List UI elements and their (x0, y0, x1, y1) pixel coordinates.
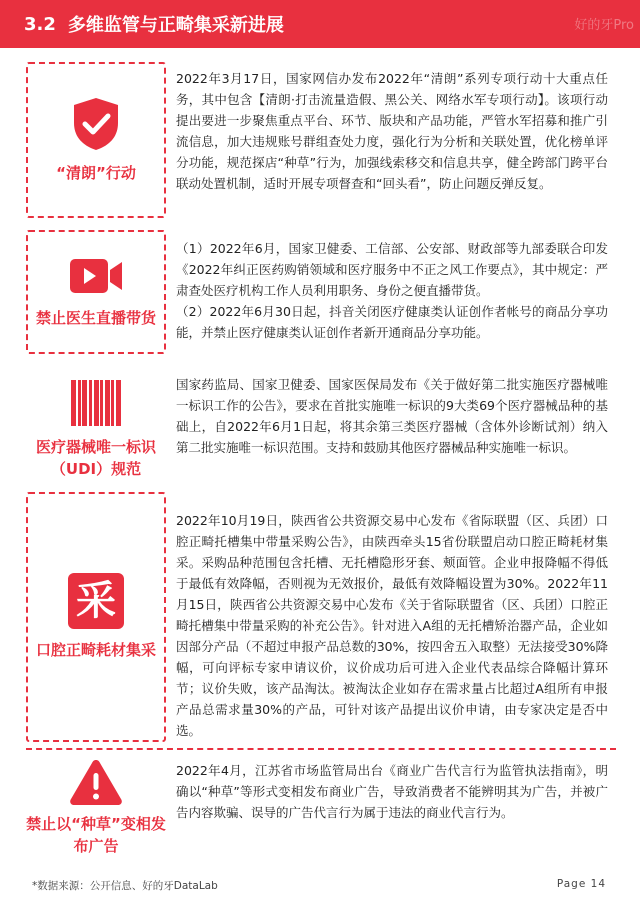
section-label: 禁止以“种草”变相发布广告 (26, 815, 166, 855)
section-body (166, 62, 616, 218)
section-label-box (26, 492, 166, 742)
paragraph: （2）2022年6月30日起，抖音关闭医疗健康类认证创作者帐号的商品分享功能，并禁止医疗健康类认证创作者新开通商品分享功能。 (176, 304, 608, 340)
paragraph: 2022年3月17日，国家网信办发布2022年“清朗”系列专项行动十大重点任务，其中包含【清朗·打击流量造假、黑公关、网络水军专项行动】。该项行动提出要进一步聚焦重点平台、环节、版块和产品功能，严管水军招募和推广引流信息，加大违规账号群组查处力度，强化行为分析和关联处置，优化榜单评分功能，规范探店“种草”行为，加强线索移交和信息共享，健全跨部门跨平台联动处置机制，适时开展专项督查和“回头看”，防止问题反弹反复。 (176, 71, 608, 191)
page-footer (0, 876, 640, 896)
section-number: 3.2 (24, 13, 56, 35)
paragraph: （1）2022年6月，国家卫健委、工信部、公安部、财政部等九部委联合印发《2022年纠正医药购销领域和医疗服务中不正之风工作要点》，其中规定：严肃查处医疗机构工作人员利用职务、身份之便直播带货。 (176, 241, 608, 298)
section-label: 医疗器械唯一标识（UDI）规范 (35, 438, 156, 478)
section-body (166, 230, 616, 354)
warning-icon (68, 757, 124, 807)
paragraph: 2022年10月19日，陕西省公共资源交易中心发布《省际联盟（区、兵团）口腔正畸托槽集中带量采购公告》，由陕西牵头15省份联盟启动口腔正畸耗材集采。采购品种范围包含托槽、无托槽隐形牙套、颊面管。企业申报降幅不得低于最低有效降幅，否则视为无效报价，最低有效降幅设置为30%。2022年11月15日，陕西省公共资源交易中心发布《关于省际联盟省（区、兵团）口腔正畸托槽集中带量采购的补充公告》。针对进入A组的无托槽矫治器产品，企业如因部分产品（不超过申报产品总数的30%，按四舍五入取整）无法接受30%降幅，可向评标专家申请议价，议价成功后可进入企业代表品综合降幅计算环节；议价失败，该产品淘汰。被淘汰企业如存在需求量占比超过A组所有申报产品总需求量30%的产品，可针对该产品提出议价申请，由专家决定是否中选。 (176, 513, 608, 738)
section-livestream (26, 230, 616, 354)
section-label: “清朗”行动 (56, 164, 136, 182)
paragraph: 2022年4月，江苏省市场监管局出台《商业广告代言行为监管执法指南》，明确以“种草”等形式变相发布商业广告，导致消费者不能辨明其为广告，并被广告内容欺骗、误导的广告代言行为属于违法的商业代言行为。 (176, 763, 608, 820)
section-orthodontic (26, 492, 616, 742)
paragraph: 国家药监局、国家卫健委、国家医保局发布《关于做好第二批实施医疗器械唯一标识工作的公告》，要求在首批实施唯一标识的9大类69个医疗器械品种的基础上，自2022年6月1日起，将其余第三类医疗器械（含体外诊断试剂）纳入第二批实施唯一标识范围。支持和鼓励其他医疗器械品种实施唯一标识。 (176, 377, 608, 455)
section-label-box (26, 372, 166, 488)
section-qinglang (26, 62, 616, 218)
barcode-icon (71, 380, 121, 426)
header-watermark: 好的牙Pro (574, 18, 634, 33)
section-label-box (26, 756, 166, 858)
section-label-box (26, 230, 166, 354)
page-number: Page 14 (556, 878, 606, 890)
section-zhongcao (26, 756, 616, 858)
cai-character-icon: 采 (68, 573, 124, 629)
section-body (166, 492, 616, 742)
video-camera-icon (68, 255, 124, 297)
section-header (0, 0, 640, 48)
data-source: *数据来源：公开信息、好的牙DataLab (32, 880, 218, 892)
section-title: 多维监管与正畸集采新进展 (67, 15, 284, 36)
section-label-box (26, 62, 166, 218)
section-label: 禁止医生直播带货 (35, 309, 156, 327)
section-udi (26, 372, 616, 488)
section-body (166, 756, 616, 858)
shield-check-icon (70, 96, 122, 152)
section-body (166, 372, 616, 488)
section-divider (26, 748, 616, 750)
section-label: 口腔正畸耗材集采 (35, 641, 156, 659)
